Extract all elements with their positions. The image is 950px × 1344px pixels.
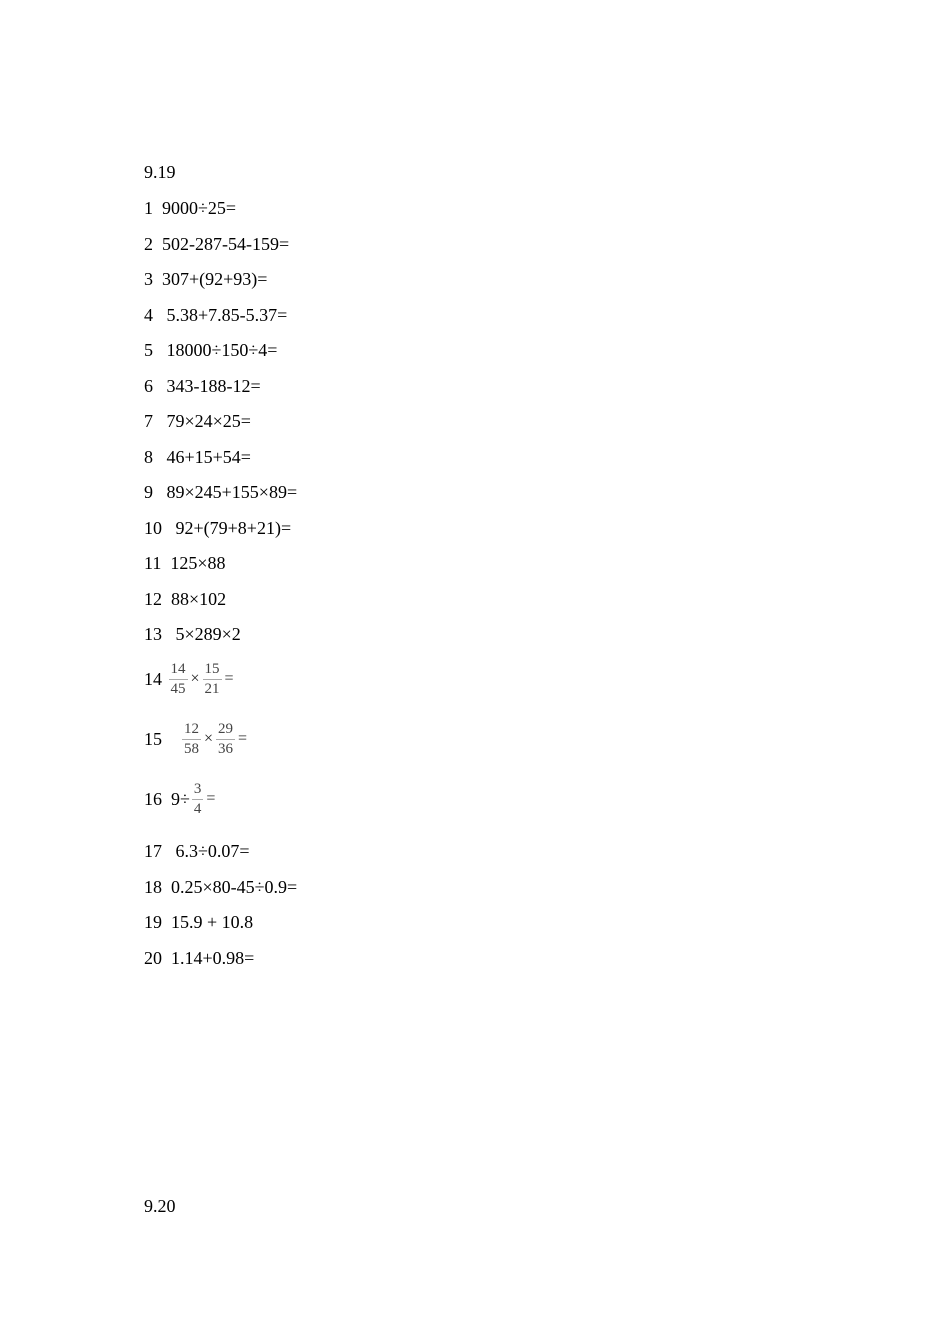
exercise-number: 10 bbox=[144, 517, 162, 538]
exercise-18 bbox=[144, 876, 297, 898]
fraction bbox=[169, 660, 188, 699]
exercise-16 bbox=[144, 774, 216, 824]
exercise-number: 19 bbox=[144, 912, 162, 932]
exercise-1 bbox=[144, 197, 236, 219]
spacer bbox=[153, 340, 167, 360]
exercise-number: 15 bbox=[144, 728, 162, 749]
exercise-expression: 5×289×2 bbox=[175, 624, 241, 644]
exercise-9 bbox=[144, 481, 297, 503]
numerator: 29 bbox=[218, 720, 234, 737]
spacer bbox=[153, 234, 162, 254]
spacer bbox=[162, 518, 176, 538]
equals-sign: = bbox=[224, 670, 234, 687]
equals-sign: = bbox=[206, 790, 216, 807]
date-heading-top: 9.19 bbox=[144, 162, 176, 182]
exercise-6 bbox=[144, 375, 261, 397]
exercise-expression: 89×245+155×89= bbox=[166, 482, 298, 502]
exercise-expression: 6.3÷0.07= bbox=[175, 841, 250, 861]
exercise-number: 20 bbox=[144, 947, 162, 968]
spacer bbox=[153, 376, 167, 396]
denominator: 4 bbox=[193, 800, 202, 817]
spacer bbox=[153, 269, 162, 289]
fraction bbox=[182, 720, 201, 759]
exercise-number: 9 bbox=[144, 482, 153, 502]
spacer bbox=[162, 877, 171, 897]
spacer bbox=[153, 447, 167, 467]
numerator: 14 bbox=[170, 660, 186, 677]
exercise-2 bbox=[144, 233, 289, 255]
spacer bbox=[153, 482, 167, 502]
exercise-expression: 92+(79+8+21)= bbox=[175, 517, 292, 538]
exercise-20 bbox=[144, 947, 254, 969]
exercise-number: 17 bbox=[144, 841, 162, 861]
exercise-number: 13 bbox=[144, 624, 162, 644]
denominator: 36 bbox=[218, 740, 234, 757]
fraction bbox=[192, 780, 204, 819]
exercise-8 bbox=[144, 446, 251, 468]
fraction bbox=[203, 660, 222, 699]
exercise-number: 6 bbox=[144, 375, 153, 396]
operator: × bbox=[204, 730, 214, 747]
exercise-number: 2 bbox=[144, 233, 153, 254]
exercise-15 bbox=[144, 714, 248, 764]
exercise-expression: 18000÷150÷4= bbox=[166, 340, 278, 360]
exercise-5 bbox=[144, 339, 277, 361]
exercise-expression: 307+(92+93)= bbox=[162, 269, 268, 289]
spacer bbox=[162, 912, 171, 932]
numerator: 12 bbox=[184, 720, 199, 737]
exercise-number: 3 bbox=[144, 269, 153, 289]
exercise-number: 4 bbox=[144, 304, 153, 325]
exercise-expression: 9000÷25= bbox=[162, 198, 237, 218]
spacer bbox=[161, 553, 170, 573]
exercise-7 bbox=[144, 410, 251, 432]
denominator: 21 bbox=[204, 680, 220, 697]
date-heading-bottom: 9.20 bbox=[144, 1196, 176, 1216]
exercise-3 bbox=[144, 268, 267, 290]
exercise-number: 18 bbox=[144, 876, 162, 897]
operator: × bbox=[190, 670, 200, 687]
denominator: 45 bbox=[170, 680, 186, 697]
fraction bbox=[216, 720, 235, 759]
spacer bbox=[153, 305, 167, 325]
exercise-number: 11 bbox=[144, 553, 162, 573]
exercise-expression: 15.9 + 10.8 bbox=[171, 912, 254, 932]
exercise-11 bbox=[144, 552, 226, 574]
spacer bbox=[153, 411, 167, 431]
equals-sign: = bbox=[238, 730, 248, 747]
exercise-number: 14 bbox=[144, 668, 162, 689]
exercise-number: 7 bbox=[144, 411, 153, 431]
spacer bbox=[162, 624, 176, 644]
exercise-number: 8 bbox=[144, 446, 153, 467]
spacer bbox=[162, 589, 171, 609]
exercise-expression: 46+15+54= bbox=[166, 446, 251, 467]
exercise-number: 5 bbox=[144, 340, 153, 360]
spacer bbox=[153, 198, 162, 218]
exercise-14 bbox=[144, 654, 235, 704]
exercise-19 bbox=[144, 911, 253, 933]
exercise-expression: 502-287-54-159= bbox=[162, 233, 290, 254]
exercise-10 bbox=[144, 517, 291, 539]
spacer bbox=[162, 948, 171, 968]
exercise-number: 1 bbox=[144, 198, 153, 218]
exercise-expression: 1.14+0.98= bbox=[171, 947, 255, 968]
exercise-expression: 125×88 bbox=[170, 553, 226, 573]
exercise-expression: 0.25×80-45÷0.9= bbox=[171, 876, 298, 897]
exercise-4 bbox=[144, 304, 287, 326]
exercise-17 bbox=[144, 840, 250, 862]
numerator: 3 bbox=[193, 780, 202, 797]
prefix: 9÷ bbox=[171, 788, 190, 809]
denominator: 58 bbox=[184, 740, 199, 757]
numerator: 15 bbox=[204, 660, 220, 677]
exercise-expression: 343-188-12= bbox=[166, 375, 261, 396]
spacer bbox=[162, 841, 176, 861]
exercise-expression: 5.38+7.85-5.37= bbox=[166, 304, 288, 325]
exercise-12 bbox=[144, 588, 226, 610]
exercise-number: 16 bbox=[144, 788, 162, 809]
exercise-expression: 79×24×25= bbox=[166, 411, 251, 431]
exercise-13 bbox=[144, 623, 241, 645]
exercise-expression: 88×102 bbox=[171, 588, 227, 609]
exercise-number: 12 bbox=[144, 588, 162, 609]
